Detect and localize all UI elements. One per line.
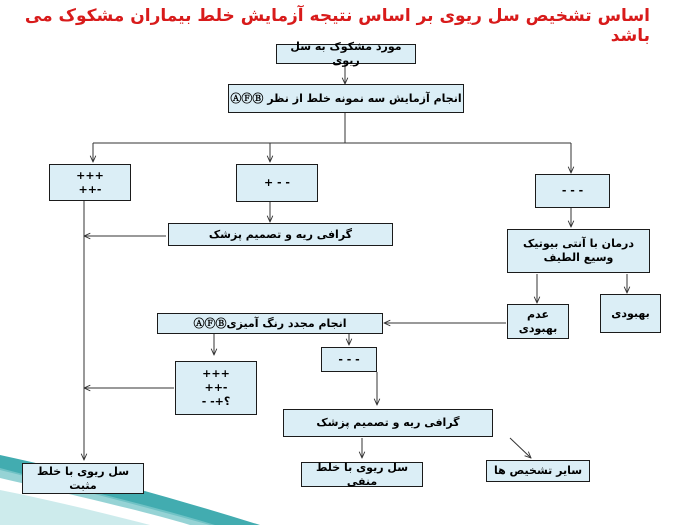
positive-result-box-1 — [49, 164, 131, 201]
xray-decision-box-1 — [168, 223, 393, 246]
xray-decision-label: گرافی ریه و تصمیم پزشک — [208, 227, 353, 241]
other-diagnoses-box — [486, 460, 590, 482]
three-samples-label: انجام آزمایش سه نمونه خلط از نظر — [267, 91, 462, 105]
smear-positive-tb-label: سل ریوی با خلط مثبت — [36, 464, 130, 492]
afb-symbol: ⒶⒻⒷ — [230, 91, 264, 105]
no-improvement-box — [507, 304, 569, 339]
negative-result-label: - - - — [561, 184, 584, 198]
negative-result-box-1 — [535, 174, 610, 208]
positive-result-line: +++ — [202, 367, 230, 381]
no-improvement-label: عدم بهبودی — [518, 307, 558, 335]
afb-symbol: ⒶⒻⒷ — [193, 316, 227, 330]
negative-result-label: - - - — [338, 352, 360, 366]
antibiotic-box — [507, 229, 650, 273]
improvement-box — [600, 294, 661, 333]
smear-negative-tb-box — [301, 462, 423, 487]
positive-result-box-2 — [175, 361, 257, 415]
positive-result-line: - -+؟ — [201, 394, 231, 408]
suspected-case-box — [276, 40, 416, 67]
xray-decision-box-2 — [283, 409, 493, 437]
page-title: اساس تشخیص سل ریوی بر اساس نتیجه آزمایش خلط بیماران مشکوک می باشد — [24, 6, 650, 46]
improvement-label: بهبودی — [611, 306, 650, 320]
antibiotic-line: وسیع الطیف — [543, 251, 614, 264]
positive-result-line: +++ — [76, 168, 104, 182]
positive-result-line: ++- — [78, 182, 102, 196]
repeat-smear-label: انجام مجدد رنگ آمیزی — [226, 316, 347, 330]
antibiotic-line: درمان با آنتی بیوتیک — [523, 237, 634, 251]
xray-decision-label: گرافی ریه و تصمیم پزشک — [316, 416, 460, 430]
negative-result-box-2 — [321, 347, 377, 372]
mixed-result-label: + - - — [263, 176, 290, 190]
three-samples-box — [228, 84, 464, 113]
smear-negative-tb-label: سل ریوی با خلط منفی — [315, 460, 409, 488]
smear-positive-tb-box — [22, 463, 144, 494]
mixed-result-box — [236, 164, 318, 202]
suspected-case-label: مورد مشکوک به سل ریوی — [290, 40, 402, 67]
other-diagnoses-label: سایر تشخیص ها — [493, 464, 583, 478]
repeat-smear-box — [157, 313, 383, 334]
positive-result-line: ++- — [204, 381, 228, 395]
